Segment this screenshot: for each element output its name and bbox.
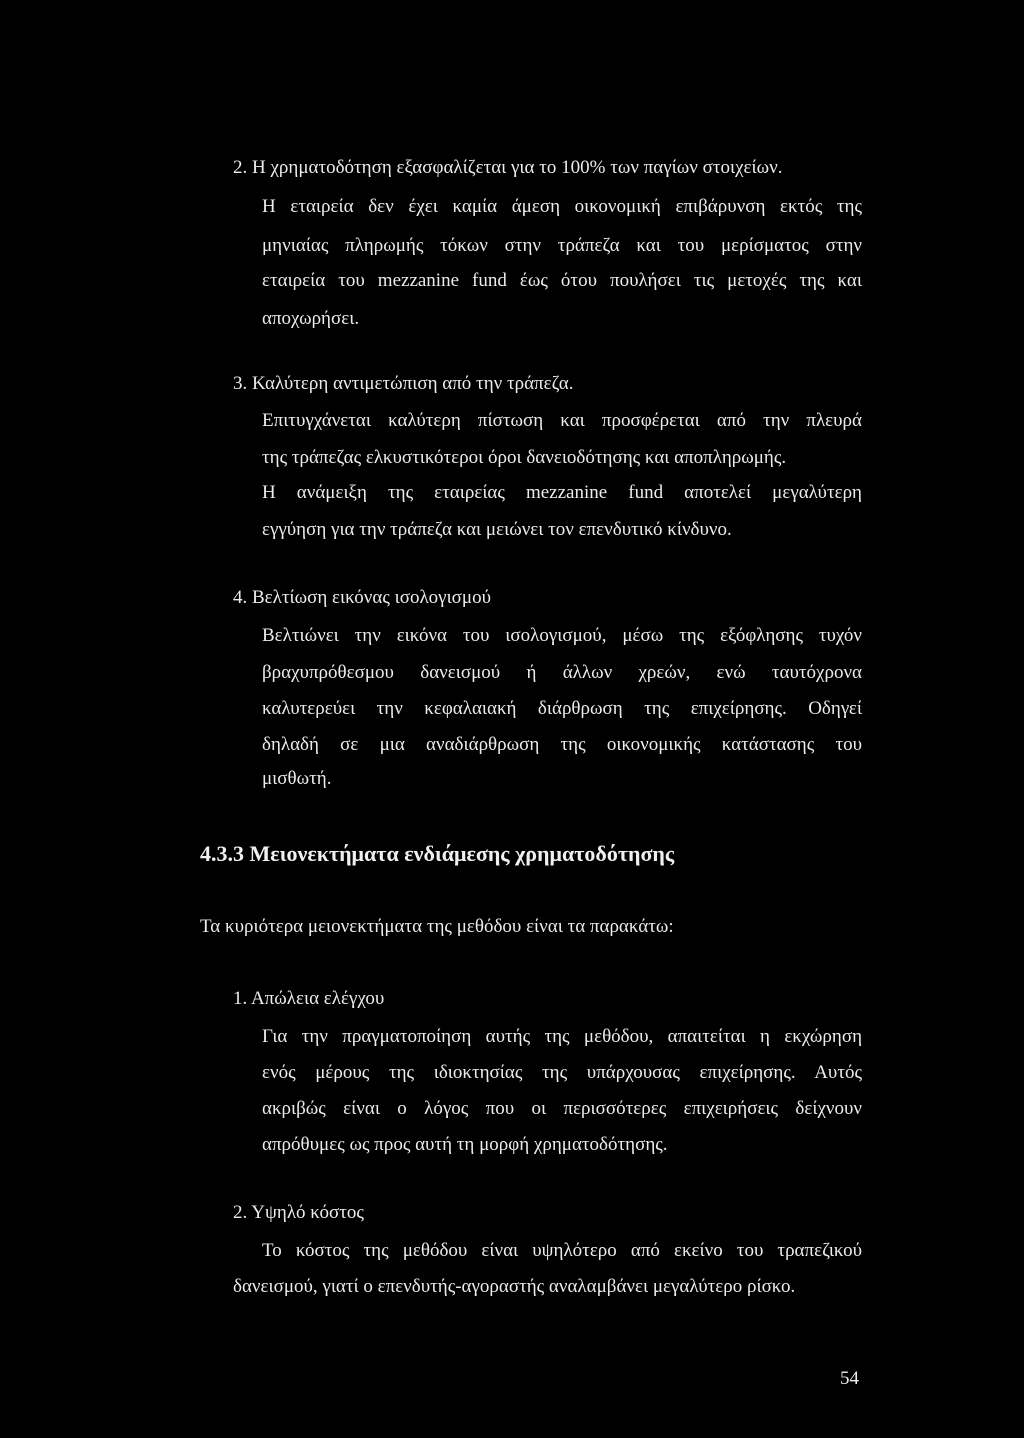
paragraph-line: απρόθυμες ως προς αυτή τη μορφή χρηματοδότησης. xyxy=(262,1134,668,1155)
intro-text: Τα κυριότερα μειονεκτήματα της μεθόδου είναι τα παρακάτω: xyxy=(200,916,674,937)
list-item-4-title: 4. Βελτίωση εικόνας ισολογισμού xyxy=(233,587,492,608)
paragraph-line: εγγύηση για την τράπεζα και μειώνει τον επενδυτικό κίνδυνο. xyxy=(262,519,732,540)
paragraph-line: δανεισμού, γιατί ο επενδυτής-αγοραστής αναλαμβάνει μεγαλύτερο ρίσκο. xyxy=(233,1276,796,1297)
paragraph-line: Η εταιρεία δεν έχει καμία άμεση οικονομική επιβάρυνση εκτός της xyxy=(262,196,862,217)
paragraph-line: καλυτερεύει την κεφαλαιακή διάρθρωση της επιχείρησης. Οδηγεί xyxy=(262,698,862,719)
paragraph-line: δηλαδή σε μια αναδιάρθρωση της οικονομικής κατάστασης του xyxy=(262,734,862,755)
page-number: 54 xyxy=(840,1368,859,1389)
paragraph-line: εταιρεία του mezzanine fund έως ότου πουλήσει τις μετοχές της και xyxy=(262,270,862,291)
paragraph-line: αποχωρήσει. xyxy=(262,308,360,329)
paragraph-line: μηνιαίας πληρωμής τόκων στην τράπεζα και του μερίσματος στην xyxy=(262,235,862,256)
paragraph-line: Η ανάμειξη της εταιρείας mezzanine fund αποτελεί μεγαλύτερη xyxy=(262,482,862,503)
section-heading: 4.3.3 Μειονεκτήματα ενδιάμεσης χρηματοδότησης xyxy=(200,841,675,866)
paragraph-line: Βελτιώνει την εικόνα του ισολογισμού, μέσω της εξόφλησης τυχόν xyxy=(262,625,862,646)
paragraph-line: Το κόστος της μεθόδου είναι υψηλότερο από εκείνο του τραπεζικού xyxy=(262,1240,862,1261)
paragraph-line: ενός μέρους της ιδιοκτησίας της υπάρχουσας επιχείρησης. Αυτός xyxy=(262,1062,862,1083)
paragraph-line: ακριβώς είναι ο λόγος που οι περισσότερες επιχειρήσεις δείχνουν xyxy=(262,1098,862,1119)
paragraph-line: της τράπεζας ελκυστικότεροι όροι δανειοδότησης και αποπληρωμής. xyxy=(262,447,787,468)
paragraph-line: μισθωτή. xyxy=(262,768,332,789)
list-item-3-title: 3. Καλύτερη αντιμετώπιση από την τράπεζα. xyxy=(233,373,574,394)
list-item-1-title: 1. Απώλεια ελέγχου xyxy=(233,988,385,1009)
paragraph-line: Για την πραγματοποίηση αυτής της μεθόδου, απαιτείται η εκχώρηση xyxy=(262,1026,862,1047)
paragraph-line: βραχυπρόθεσμου δανεισμού ή άλλων χρεών, ενώ ταυτόχρονα xyxy=(262,662,862,683)
list-item-2-title: 2. Υψηλό κόστος xyxy=(233,1202,364,1223)
paragraph-line: Επιτυγχάνεται καλύτερη πίστωση και προσφέρεται από την πλευρά xyxy=(262,410,862,431)
list-item-2-title: 2. Η χρηματοδότηση εξασφαλίζεται για το 100% των παγίων στοιχείων. xyxy=(233,157,783,178)
